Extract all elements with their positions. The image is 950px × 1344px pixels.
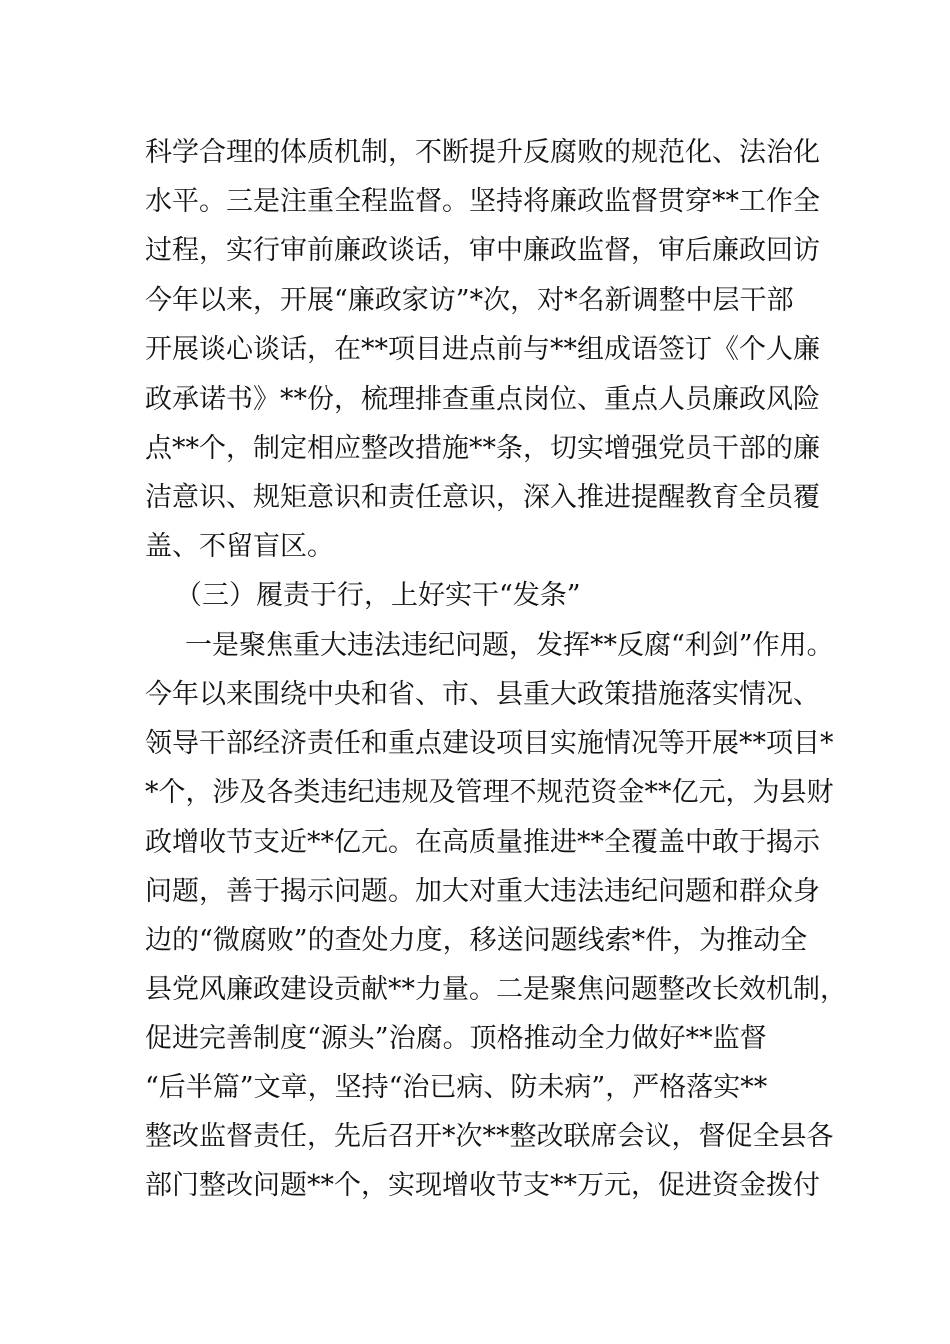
text-line: 政承诺书》**份，梳理排查重点岗位、重点人员廉政风险	[145, 384, 820, 415]
text-line: 促进完善制度“源头”治腐。顶格推动全力做好**监督	[145, 1023, 767, 1054]
text-line: 水平。三是注重全程监督。坚持将廉政监督贯穿**工作全	[145, 186, 820, 217]
text-line: 开展谈心谈话，在**项目进点前与**组成语签订《个人廉	[145, 334, 820, 365]
text-line: 一是聚焦重大违法违纪问题，发挥**反腐“利剑”作用。	[185, 630, 834, 661]
text-line: 今年以来，开展“廉政家访”*次，对*名新调整中层干部	[145, 285, 794, 316]
text-line: 洁意识、规矩意识和责任意识，深入推进提醒教育全员覆	[145, 482, 820, 513]
text-line: 整改监督责任，先后召开*次**整改联席会议，督促全县各	[145, 1121, 834, 1152]
text-line: 今年以来围绕中央和省、市、县重大政策措施落实情况、	[145, 679, 820, 710]
text-line: 政增收节支近**亿元。在高质量推进**全覆盖中敢于揭示	[145, 827, 820, 858]
text-line: 点**个，制定相应整改措施**条，切实增强党员干部的廉	[145, 433, 820, 464]
text-line: 县党风廉政建设贡献**力量。二是聚焦问题整改长效机制，	[145, 974, 847, 1005]
text-line: 部门整改问题**个，实现增收节支**万元，促进资金拨付	[145, 1170, 820, 1201]
text-line: 问题，善于揭示问题。加大对重大违法违纪问题和群众身	[145, 876, 820, 907]
text-line: 过程，实行审前廉政谈话，审中廉政监督，审后廉政回访	[145, 235, 820, 266]
text-line: 盖、不留盲区。	[145, 531, 334, 562]
text-line: *个，涉及各类违纪违规及管理不规范资金**亿元，为县财	[145, 777, 834, 808]
text-line: 边的“微腐败”的查处力度，移送问题线索*件，为推动全	[145, 925, 808, 956]
text-line: 科学合理的体质机制，不断提升反腐败的规范化、法治化	[145, 137, 820, 168]
text-line: 领导干部经济责任和重点建设项目实施情况等开展**项目*	[145, 728, 834, 759]
section-heading: （三）履责于行，上好实干“发条”	[175, 580, 581, 611]
text-line: “后半篇”文章，坚持“治已病、防未病”，严格落实**	[145, 1072, 768, 1103]
